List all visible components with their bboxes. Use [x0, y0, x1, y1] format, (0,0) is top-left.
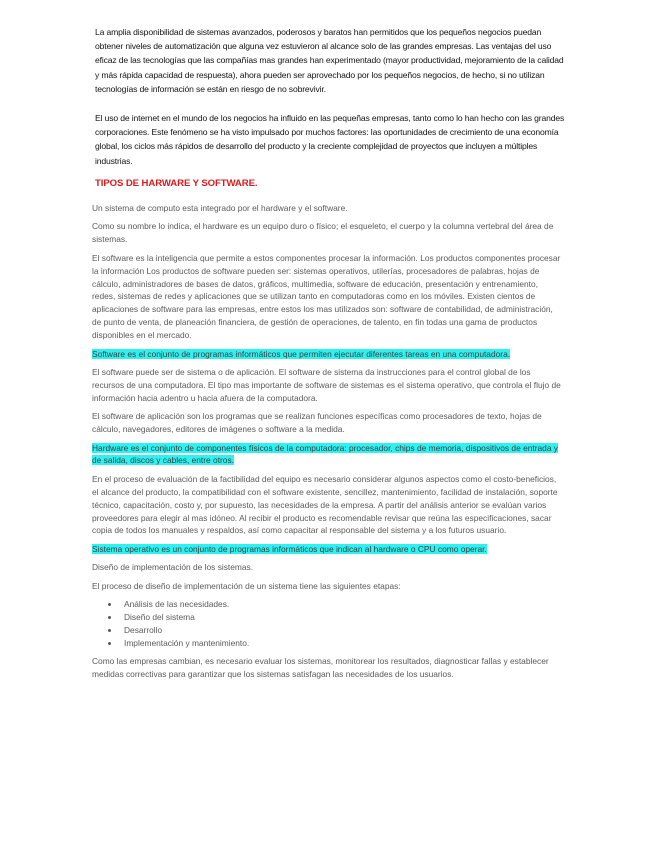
- os-definition-highlight: [92, 543, 562, 556]
- section-heading: TIPOS DE HARWARE Y SOFTWARE.: [95, 178, 258, 189]
- intro-text: La amplia disponibilidad de sistemas avanzados, poderosos y baratos han permitidos que los pequeños negocios puedan obtener niveles de automatización que alguna vez estuvieron al alcance solo de las grandes empresas. Las ventajas del uso eficaz de las tecnologías que las compañías mas grandes han experimentado (mayor productividad, mejoramiento de la calidad y más rápida capacidad de respuesta), ahora pueden ser aprovechado por los pequeños negocios, de hecho, si no utilizan tecnologías de información se están en riesgo de no sobrevivir.: [95, 27, 564, 94]
- intro-text: El uso de internet en el mundo de los negocios ha influido en las pequeñas empresas, tanto como lo han hecho con las grandes corporaciones. Este fenómeno se ha visto impulsado por muchos factores: las oportunidades de crecimiento de una economía global, los ciclos más rápidos de desarrollo del producto y la creciente complejidad de proyectos que incluyen a múltiples industrias.: [95, 113, 565, 166]
- stage-label: Implementación y mantenimiento.: [124, 637, 250, 648]
- software-definition-highlight: [92, 348, 562, 361]
- list-item: [120, 624, 562, 637]
- stage-label: Diseño del sistema: [124, 611, 195, 622]
- highlighted-text: Hardware es el conjunto de componentes físicos de la computadora: procesador, chips de memoria, dispositivos de entrada y de salida, discos y cables, entre otros.: [92, 442, 558, 466]
- software-intelligence-paragraph: El software es la inteligencia que permite a estos componentes procesar la información. Los productos componentes procesar la información Los productos de software pueden ser: sistemas operativos, utilerías, procesadores de palabras, hojas de cálculo, administradores de bases de datos, gráficos, multimedia, software de educación, presentación y entrenamiento, redes, sistemas de redes y aplicaciones que se utilizan tanto en computadoras como en los móviles. Existen cientos de aplicaciones de software para las empresas, entre estos los mas utilizados son: software de contabilidad, de administración, de punto de venta, de planeación financiera, de gestión de operaciones, de talento, en fin todas una gama de productos disponibles en el mercado.: [92, 252, 561, 341]
- intro-paragraph-2: [95, 111, 565, 168]
- list-item: [120, 637, 562, 650]
- hardware-definition: Como su nombre lo indica, el hardware es un equipo duro o físico; el esqueleto, el cuerpo y la columna vertebral del área de sistemas.: [92, 221, 554, 245]
- list-item: [120, 598, 562, 611]
- software-types-paragraph: El software puede ser de sistema o de aplicación. El software de sistema da instrucciones para el control global de los recursos de una computadora. El tipo mas importante de software de sistemas es el sistema operativo, que controla el flujo de información hacia adentro u hacia afuera de la computadora.: [92, 366, 561, 403]
- intro-paragraph-1: [95, 25, 565, 96]
- closing-paragraph: Como las empresas cambian, es necesario evaluar los sistemas, monitorear los resultados, diagnosticar fallas y establecer medidas correctivas para garantizar que los sistemas satisfagan las necesidades de los usuarios.: [92, 655, 549, 679]
- highlighted-text: Software es el conjunto de programas informáticos que permiten ejecutar diferentes tareas en una computadora.: [92, 348, 511, 359]
- document-body: [92, 202, 562, 686]
- hardware-software-intro: Un sistema de computo esta integrado por el hardware y el software.: [92, 203, 348, 213]
- stages-list: [92, 598, 562, 650]
- implementation-stages-intro: El proceso de diseño de implementación de un sistema tiene las siguientes etapas:: [92, 580, 401, 591]
- hardware-definition-highlight: [92, 442, 562, 468]
- stage-label: Análisis de las necesidades.: [124, 599, 230, 610]
- highlighted-text: Sistema operativo es un conjunto de programas informáticos que indican al hardware o CPU como operar.: [92, 543, 487, 554]
- list-item: [120, 611, 562, 624]
- feasibility-paragraph: En el proceso de evaluación de la factibilidad del equipo es necesario considerar algunos aspectos como el costo-beneficios, el alcance del producto, la compatibilidad con el software existente, sencillez, mantenimiento, facilidad de instalación, soporte técnico, capacitación, costo y, por supuesto, las necesidades de la empresa. A partir del análisis anterior se evalúan varios proveedores para elegir al mas idóneo. Al recibir el producto es recomendable revisar que reúna las especificaciones, sacar copia de todos los manuales y respaldos, así como capacitar al responsable del sistema y a los futuros usuario.: [92, 473, 558, 536]
- stage-label: Desarrollo: [124, 624, 163, 635]
- implementation-title: Diseño de implementación de los sistemas.: [92, 562, 254, 573]
- application-software-paragraph: El software de aplicación son los programas que se realizan funciones específicas como procesadores de texto, hojas de cálculo, navegadores, editores de imágenes o software a la medida.: [92, 411, 542, 435]
